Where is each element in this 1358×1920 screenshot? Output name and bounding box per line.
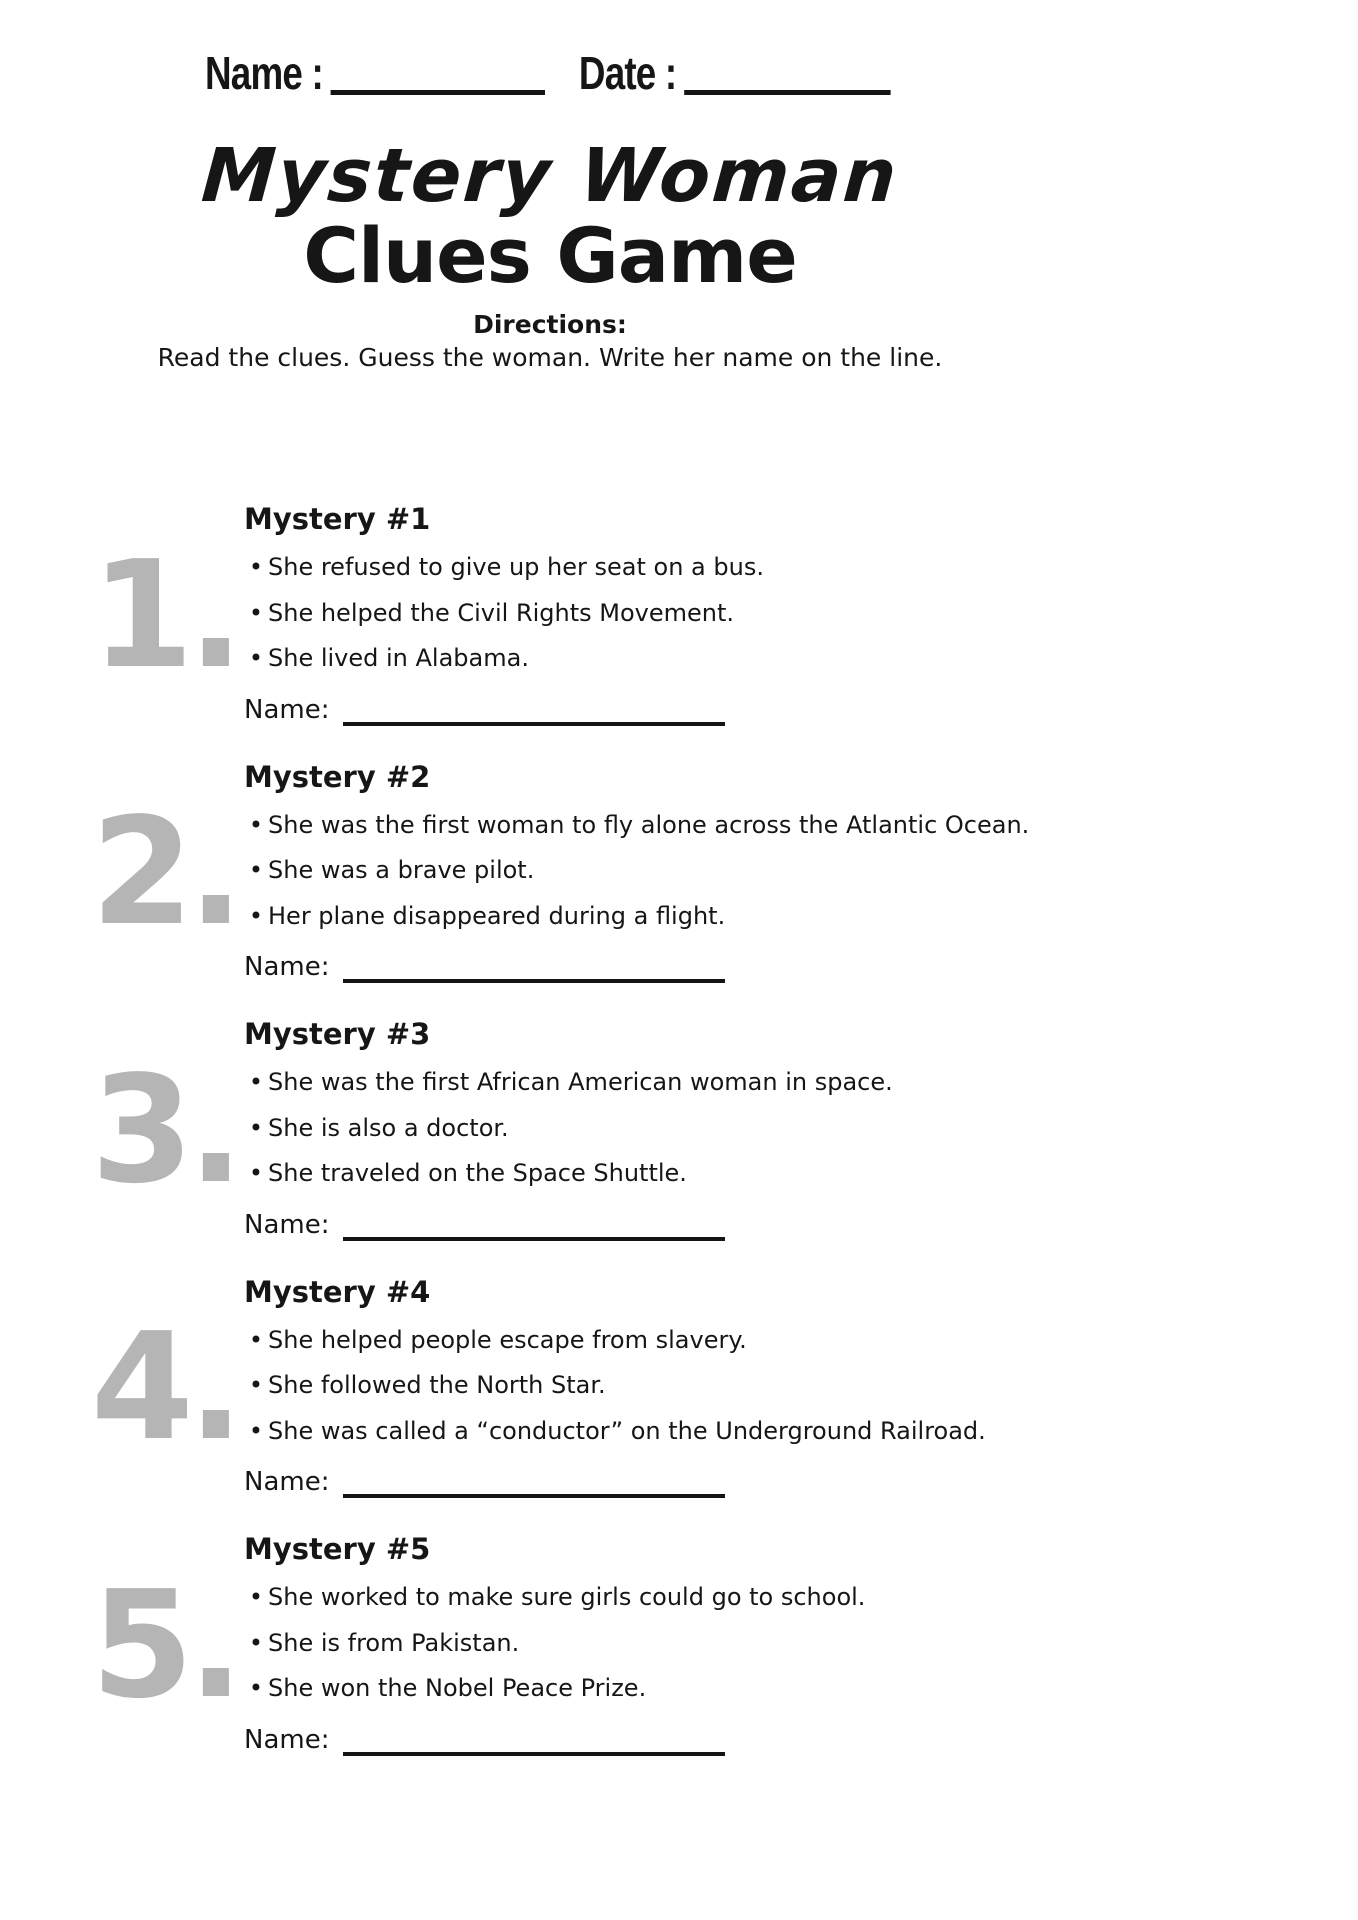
directions-text: Read the clues. Guess the woman. Write her name on the line. <box>157 343 943 373</box>
mystery-section-2 <box>0 756 1358 990</box>
section-heading: Mystery #4 <box>244 1274 431 1309</box>
answer-name-label: Name: <box>244 1209 330 1240</box>
clue-item <box>244 1151 1358 1197</box>
bullet-icon: • <box>248 553 264 582</box>
clue-item <box>244 1409 1358 1455</box>
clue-item <box>244 894 1358 940</box>
clue-text: She was called a “conductor” on the Underground Railroad. <box>268 1416 986 1445</box>
clue-item <box>244 803 1358 849</box>
clue-item <box>244 591 1358 637</box>
page-header <box>205 48 891 99</box>
section-number: 5. <box>90 1558 238 1731</box>
bullet-icon: • <box>248 901 264 930</box>
bullet-icon: • <box>248 644 264 673</box>
directions <box>0 308 1100 376</box>
section-number: 3. <box>90 1043 238 1216</box>
mystery-section-5 <box>0 1528 1358 1762</box>
clue-text: She traveled on the Space Shuttle. <box>268 1159 687 1188</box>
clue-text: She followed the North Star. <box>268 1371 606 1400</box>
clue-item <box>244 848 1358 894</box>
clue-text: She was the first woman to fly alone across the Atlantic Ocean. <box>268 810 1030 839</box>
bullet-icon: • <box>248 1416 264 1445</box>
answer-row <box>244 1205 1358 1247</box>
page-title-main: Clues Game <box>303 210 797 300</box>
clue-item <box>244 1363 1358 1409</box>
section-body <box>244 1013 1358 1247</box>
directions-label: Directions: <box>473 309 627 339</box>
bullet-icon: • <box>248 1674 264 1703</box>
page-title-script: Mystery Woman <box>198 133 902 219</box>
answer-name-label: Name: <box>244 1724 330 1755</box>
clue-item <box>244 1106 1358 1152</box>
answer-blank-line <box>343 969 725 983</box>
clue-text: She worked to make sure girls could go to school. <box>268 1583 866 1612</box>
clue-item <box>244 636 1358 682</box>
section-body <box>244 756 1358 990</box>
section-heading: Mystery #1 <box>244 502 431 536</box>
clue-text: She was a brave pilot. <box>268 856 535 885</box>
bullet-icon: • <box>248 810 264 839</box>
clue-text: She lived in Alabama. <box>268 644 529 673</box>
bullet-icon: • <box>248 1325 264 1354</box>
section-number: 2. <box>90 786 238 959</box>
clue-item <box>244 1060 1358 1106</box>
clue-item <box>244 545 1358 591</box>
mystery-section-1 <box>0 498 1358 732</box>
section-heading: Mystery #2 <box>244 759 431 794</box>
date-label: Date : <box>578 47 677 99</box>
answer-row <box>244 1462 1358 1504</box>
answer-name-label: Name: <box>244 952 330 983</box>
clue-text: She is from Pakistan. <box>268 1628 520 1657</box>
date-blank-line <box>684 82 890 95</box>
section-heading: Mystery #3 <box>244 1017 431 1052</box>
mystery-section-4 <box>0 1271 1358 1505</box>
student-name-label: Name : <box>205 47 323 99</box>
section-body <box>244 1528 1358 1762</box>
bullet-icon: • <box>248 1628 264 1657</box>
clue-item <box>244 1621 1358 1667</box>
clue-text: She was the first African American woman in space. <box>268 1068 893 1097</box>
student-name-blank-line <box>331 82 545 95</box>
clue-item <box>244 1666 1358 1712</box>
clue-text: She helped the Civil Rights Movement. <box>268 598 735 627</box>
clue-text: She is also a doctor. <box>268 1113 509 1142</box>
answer-row <box>244 1720 1358 1762</box>
bullet-icon: • <box>248 1159 264 1188</box>
answer-blank-line <box>343 1742 725 1756</box>
section-body <box>244 498 1358 732</box>
section-number: 4. <box>90 1301 238 1474</box>
section-heading: Mystery #5 <box>244 1532 431 1567</box>
bullet-icon: • <box>248 1068 264 1097</box>
answer-row <box>244 947 1358 989</box>
mystery-section-3 <box>0 1013 1358 1247</box>
bullet-icon: • <box>248 1583 264 1612</box>
clue-text: She helped people escape from slavery. <box>268 1325 747 1354</box>
answer-row <box>244 690 1358 732</box>
bullet-icon: • <box>248 598 264 627</box>
title-block <box>0 133 1100 375</box>
bullet-icon: • <box>248 856 264 885</box>
clue-item <box>244 1575 1358 1621</box>
clue-text: Her plane disappeared during a flight. <box>268 901 726 930</box>
bullet-icon: • <box>248 1371 264 1400</box>
answer-blank-line <box>343 1484 725 1498</box>
clue-text: She won the Nobel Peace Prize. <box>268 1674 647 1703</box>
section-number: 1. <box>90 528 238 701</box>
answer-name-label: Name: <box>244 1467 330 1498</box>
bullet-icon: • <box>248 1113 264 1142</box>
answer-blank-line <box>343 1227 725 1241</box>
clue-text: She refused to give up her seat on a bus. <box>268 553 764 582</box>
clue-item <box>244 1318 1358 1364</box>
answer-name-label: Name: <box>244 694 330 725</box>
section-body <box>244 1271 1358 1505</box>
mystery-sections <box>0 498 1358 1786</box>
answer-blank-line <box>343 712 725 726</box>
